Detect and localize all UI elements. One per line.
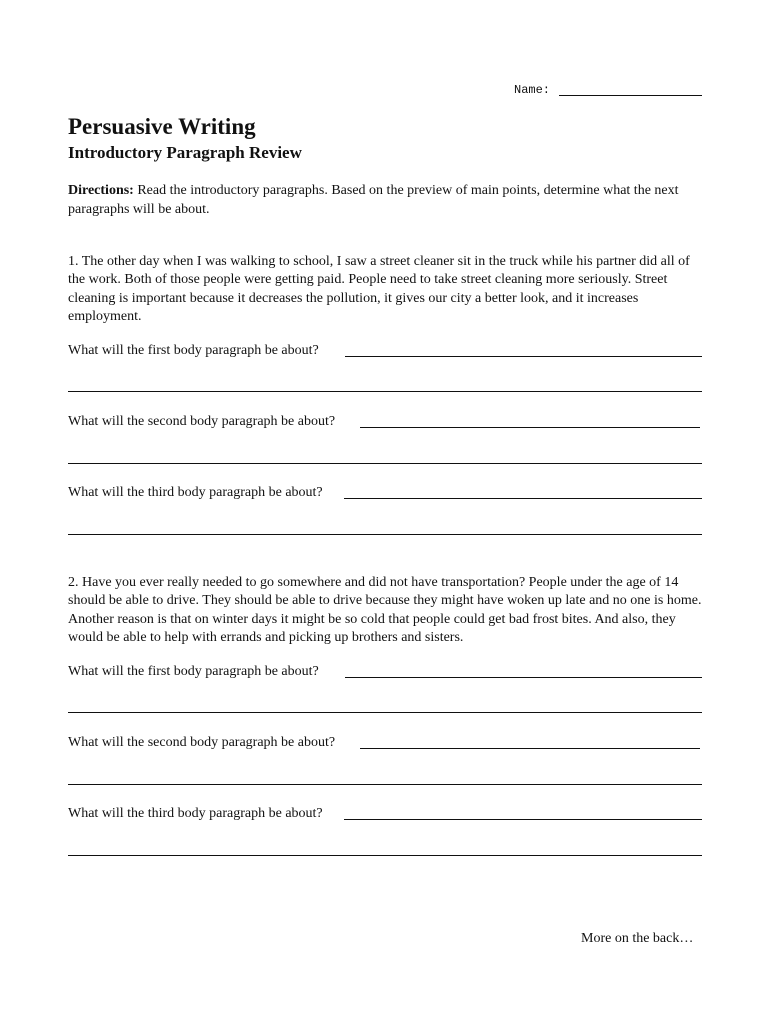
directions xyxy=(68,181,708,219)
passage-2: 2. Have you ever really needed to go somewhere and did not have transportation? People under the age of 14 should be able to drive. They should be able to drive because they might have woken up late and no one is home. Another reason is that on winter days it might be so cold that people could get bad frost bites. And also, they would be able to help with errands and picking up brothers and sisters. xyxy=(68,575,702,645)
answer-line-2-first-extra[interactable] xyxy=(68,712,702,713)
question-2-second: What will the second body paragraph be about? xyxy=(68,735,336,750)
answer-line-1-third-extra[interactable] xyxy=(68,534,702,535)
answer-line-1-second[interactable] xyxy=(360,427,700,428)
passage-1: 1. The other day when I was walking to school, I saw a street cleaner sit in the truck while his partner did all of the work. Both of those people were getting paid. People need to take street cleaning more seriously. Street cleaning is important because it decreases the pollution, it gives our city a better look, and it increases employment. xyxy=(68,254,690,324)
question-2-third: What will the third body paragraph be about? xyxy=(68,806,323,821)
directions-label: Directions: xyxy=(68,183,134,198)
question-1-first: What will the first body paragraph be about? xyxy=(68,343,319,358)
question-1-second: What will the second body paragraph be about? xyxy=(68,414,336,429)
name-label: Name: xyxy=(514,83,551,97)
answer-line-2-first[interactable] xyxy=(345,677,702,678)
answer-line-1-second-extra[interactable] xyxy=(68,463,702,464)
page-subtitle: Introductory Paragraph Review xyxy=(68,143,302,162)
answer-line-1-first[interactable] xyxy=(345,356,702,357)
directions-text: Read the introductory paragraphs. Based on the preview of main points, determine what the next paragraphs will be about. xyxy=(68,183,679,217)
answer-line-2-second[interactable] xyxy=(360,748,700,749)
answer-line-2-third[interactable] xyxy=(344,819,702,820)
answer-line-2-second-extra[interactable] xyxy=(68,784,702,785)
answer-line-1-third[interactable] xyxy=(344,498,702,499)
page-title: Persuasive Writing xyxy=(68,114,256,139)
answer-line-1-first-extra[interactable] xyxy=(68,391,702,392)
question-1-third: What will the third body paragraph be about? xyxy=(68,485,323,500)
name-field[interactable] xyxy=(559,95,702,96)
question-2-first: What will the first body paragraph be about? xyxy=(68,664,319,679)
answer-line-2-third-extra[interactable] xyxy=(68,855,702,856)
more-on-back-note: More on the back… xyxy=(581,931,694,946)
